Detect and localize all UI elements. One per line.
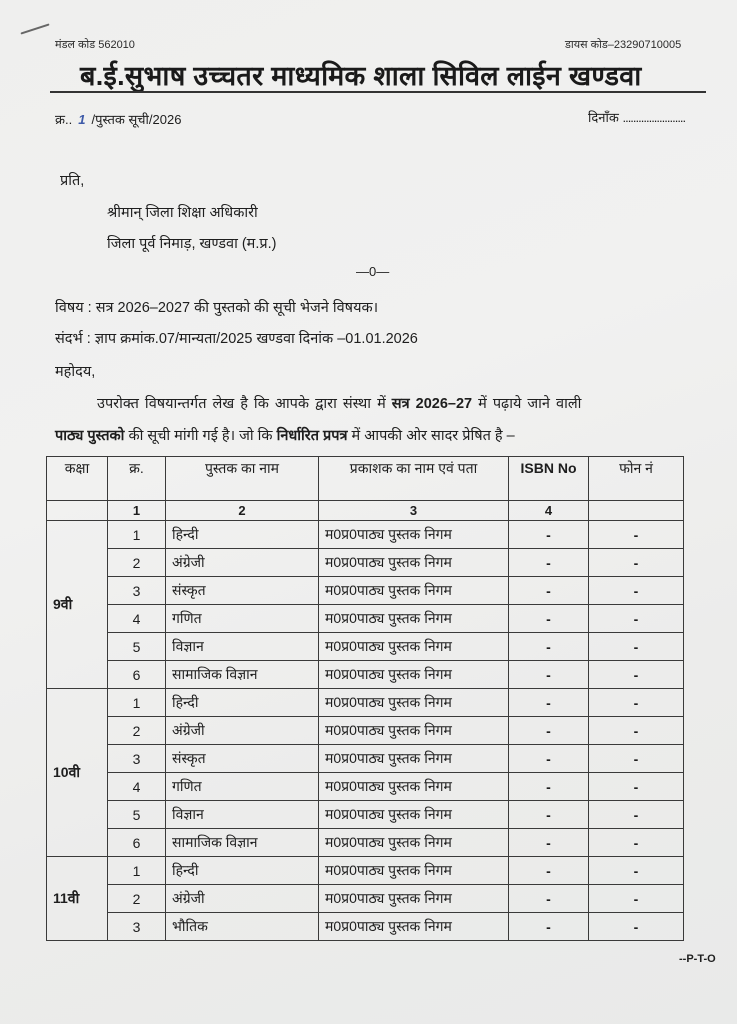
phone-cell: - bbox=[589, 521, 684, 549]
date-label: दिनाँक bbox=[588, 110, 619, 125]
address-to: प्रति, bbox=[60, 173, 85, 189]
serial-number-cell: 1 bbox=[108, 857, 166, 885]
publisher-cell: म0प्र0पाठ्य पुस्तक निगम bbox=[319, 633, 509, 661]
column-number bbox=[47, 501, 108, 521]
book-name-cell: संस्कृत bbox=[166, 745, 319, 773]
isbn-cell: - bbox=[509, 773, 589, 801]
isbn-cell: - bbox=[509, 689, 589, 717]
serial-number-cell: 3 bbox=[108, 577, 166, 605]
table-row bbox=[47, 829, 684, 857]
serial-number-cell: 3 bbox=[108, 745, 166, 773]
header-phone: फोन नं bbox=[589, 457, 684, 501]
book-name-cell: हिन्दी bbox=[166, 857, 319, 885]
phone-cell: - bbox=[589, 913, 684, 941]
table-row bbox=[47, 745, 684, 773]
column-number: 2 bbox=[166, 501, 319, 521]
isbn-cell: - bbox=[509, 857, 589, 885]
table-row bbox=[47, 633, 684, 661]
column-number: 1 bbox=[108, 501, 166, 521]
table-header-row bbox=[47, 457, 684, 501]
header-publisher: प्रकाशक का नाम एवं पता bbox=[319, 457, 509, 501]
ref-handwritten-number: 1 bbox=[78, 112, 86, 127]
paragraph-bold-format: निर्धारित प्रपत्र bbox=[276, 428, 348, 444]
paragraph-line-1 bbox=[97, 393, 709, 413]
publisher-cell: म0प्र0पाठ्य पुस्तक निगम bbox=[319, 913, 509, 941]
phone-cell: - bbox=[589, 549, 684, 577]
book-name-cell: विज्ञान bbox=[166, 633, 319, 661]
book-name-cell: विज्ञान bbox=[166, 801, 319, 829]
serial-number-cell: 1 bbox=[108, 521, 166, 549]
isbn-cell: - bbox=[509, 605, 589, 633]
paragraph-text: में आपकी ओर सादर प्रेषित है – bbox=[351, 428, 515, 444]
book-name-cell: हिन्दी bbox=[166, 689, 319, 717]
serial-number-cell: 2 bbox=[108, 549, 166, 577]
phone-cell: - bbox=[589, 605, 684, 633]
paragraph-text: उपरोक्त विषयान्तर्गत लेख है कि आपके द्वारा संस्था में bbox=[97, 396, 386, 412]
header-serial: क्र. bbox=[108, 457, 166, 501]
phone-cell: - bbox=[589, 829, 684, 857]
publisher-cell: म0प्र0पाठ्य पुस्तक निगम bbox=[319, 829, 509, 857]
isbn-cell: - bbox=[509, 661, 589, 689]
grade-cell: 9वी bbox=[47, 521, 108, 689]
book-name-cell: संस्कृत bbox=[166, 577, 319, 605]
phone-cell: - bbox=[589, 773, 684, 801]
publisher-cell: म0प्र0पाठ्य पुस्तक निगम bbox=[319, 605, 509, 633]
serial-number-cell: 6 bbox=[108, 661, 166, 689]
phone-cell: - bbox=[589, 689, 684, 717]
subject-line bbox=[55, 297, 378, 317]
serial-number-cell: 4 bbox=[108, 773, 166, 801]
book-name-cell: गणित bbox=[166, 773, 319, 801]
pen-mark bbox=[20, 23, 49, 34]
isbn-cell: - bbox=[509, 521, 589, 549]
date-field bbox=[588, 108, 685, 126]
paragraph-line-2 bbox=[55, 425, 515, 445]
subject-text: सत्र 2026–2027 की पुस्तको की सूची भेजने विषयक। bbox=[95, 300, 379, 316]
column-number: 4 bbox=[509, 501, 589, 521]
publisher-cell: म0प्र0पाठ्य पुस्तक निगम bbox=[319, 801, 509, 829]
table-row bbox=[47, 885, 684, 913]
table-body bbox=[47, 521, 684, 941]
please-turn-over: --P-T-O bbox=[679, 953, 716, 965]
publisher-cell: म0प्र0पाठ्य पुस्तक निगम bbox=[319, 745, 509, 773]
book-name-cell: अंग्रेजी bbox=[166, 549, 319, 577]
column-number bbox=[589, 501, 684, 521]
isbn-cell: - bbox=[509, 885, 589, 913]
paragraph-text: की सूची मांगी गई है। जो कि bbox=[128, 428, 273, 444]
publisher-cell: म0प्र0पाठ्य पुस्तक निगम bbox=[319, 549, 509, 577]
isbn-cell: - bbox=[509, 717, 589, 745]
reference-text: ज्ञाप क्रमांक.07/मान्यता/2025 खण्डवा दिनांक –01.01.2026 bbox=[94, 331, 418, 347]
table-row bbox=[47, 773, 684, 801]
column-number: 3 bbox=[319, 501, 509, 521]
address-line-1: श्रीमान् जिला शिक्षा अधिकारी bbox=[107, 205, 258, 221]
school-name: ब.ई.सुभाष उच्चतर माध्यमिक शाला सिविल लाईन खण्डवा bbox=[80, 61, 642, 91]
serial-number-cell: 2 bbox=[108, 717, 166, 745]
publisher-cell: म0प्र0पाठ्य पुस्तक निगम bbox=[319, 885, 509, 913]
publisher-cell: म0प्र0पाठ्य पुस्तक निगम bbox=[319, 717, 509, 745]
reference-label: संदर्भ : bbox=[55, 331, 91, 347]
phone-cell: - bbox=[589, 801, 684, 829]
isbn-cell: - bbox=[509, 913, 589, 941]
header-class: कक्षा bbox=[47, 457, 108, 501]
table-row bbox=[47, 717, 684, 745]
paragraph-text: में पढ़ाये जाने वाली bbox=[478, 396, 582, 412]
phone-cell: - bbox=[589, 717, 684, 745]
publisher-cell: म0प्र0पाठ्य पुस्तक निगम bbox=[319, 661, 509, 689]
publisher-cell: म0प्र0पाठ्य पुस्तक निगम bbox=[319, 521, 509, 549]
book-list-table bbox=[46, 456, 684, 941]
ref-prefix: क्र.. bbox=[55, 112, 73, 127]
table-row bbox=[47, 605, 684, 633]
isbn-cell: - bbox=[509, 829, 589, 857]
serial-number-cell: 5 bbox=[108, 633, 166, 661]
serial-number-cell: 1 bbox=[108, 689, 166, 717]
column-number-row bbox=[47, 501, 684, 521]
publisher-cell: म0प्र0पाठ्य पुस्तक निगम bbox=[319, 689, 509, 717]
isbn-cell: - bbox=[509, 549, 589, 577]
phone-cell: - bbox=[589, 857, 684, 885]
phone-cell: - bbox=[589, 885, 684, 913]
serial-number-cell: 4 bbox=[108, 605, 166, 633]
reference-number bbox=[55, 110, 181, 128]
table-row bbox=[47, 577, 684, 605]
phone-cell: - bbox=[589, 577, 684, 605]
book-name-cell: सामाजिक विज्ञान bbox=[166, 829, 319, 857]
ref-suffix: /पुस्तक सूची/2026 bbox=[91, 112, 182, 127]
isbn-cell: - bbox=[509, 577, 589, 605]
paragraph-bold-session: सत्र 2026–27 bbox=[391, 396, 473, 412]
isbn-cell: - bbox=[509, 633, 589, 661]
address-line-2: जिला पूर्व निमाड़, खण्डवा (म.प्र.) bbox=[107, 236, 277, 252]
header-isbn: ISBN No bbox=[509, 457, 589, 501]
isbn-cell: - bbox=[509, 801, 589, 829]
publisher-cell: म0प्र0पाठ्य पुस्तक निगम bbox=[319, 577, 509, 605]
serial-number-cell: 3 bbox=[108, 913, 166, 941]
serial-number-cell: 5 bbox=[108, 801, 166, 829]
grade-cell: 10वी bbox=[47, 689, 108, 857]
publisher-cell: म0प्र0पाठ्य पुस्तक निगम bbox=[319, 773, 509, 801]
isbn-cell: - bbox=[509, 745, 589, 773]
separator: —0— bbox=[356, 264, 390, 279]
paragraph-bold-textbooks: पाठ्य पुस्तको bbox=[55, 428, 125, 444]
date-value: ........................ bbox=[622, 110, 686, 125]
book-name-cell: सामाजिक विज्ञान bbox=[166, 661, 319, 689]
book-name-cell: अंग्रेजी bbox=[166, 717, 319, 745]
salutation: महोदय, bbox=[55, 364, 96, 380]
book-name-cell: अंग्रेजी bbox=[166, 885, 319, 913]
table-row bbox=[47, 521, 684, 549]
book-name-cell: हिन्दी bbox=[166, 521, 319, 549]
phone-cell: - bbox=[589, 633, 684, 661]
header-rule bbox=[50, 91, 706, 93]
subject-label: विषय : bbox=[55, 300, 92, 316]
header-book-name: पुस्तक का नाम bbox=[166, 457, 319, 501]
mandal-code: मंडल कोड 562010 bbox=[55, 39, 135, 51]
phone-cell: - bbox=[589, 745, 684, 773]
grade-cell: 11वी bbox=[47, 857, 108, 941]
publisher-cell: म0प्र0पाठ्य पुस्तक निगम bbox=[319, 857, 509, 885]
table-row bbox=[47, 857, 684, 885]
reference-line bbox=[55, 328, 418, 348]
book-name-cell: भौतिक bbox=[166, 913, 319, 941]
table-row bbox=[47, 801, 684, 829]
book-name-cell: गणित bbox=[166, 605, 319, 633]
table-row bbox=[47, 661, 684, 689]
table-row bbox=[47, 689, 684, 717]
phone-cell: - bbox=[589, 661, 684, 689]
table-row bbox=[47, 913, 684, 941]
dise-code: डायस कोड–23290710005 bbox=[565, 39, 682, 51]
serial-number-cell: 2 bbox=[108, 885, 166, 913]
serial-number-cell: 6 bbox=[108, 829, 166, 857]
table-row bbox=[47, 549, 684, 577]
